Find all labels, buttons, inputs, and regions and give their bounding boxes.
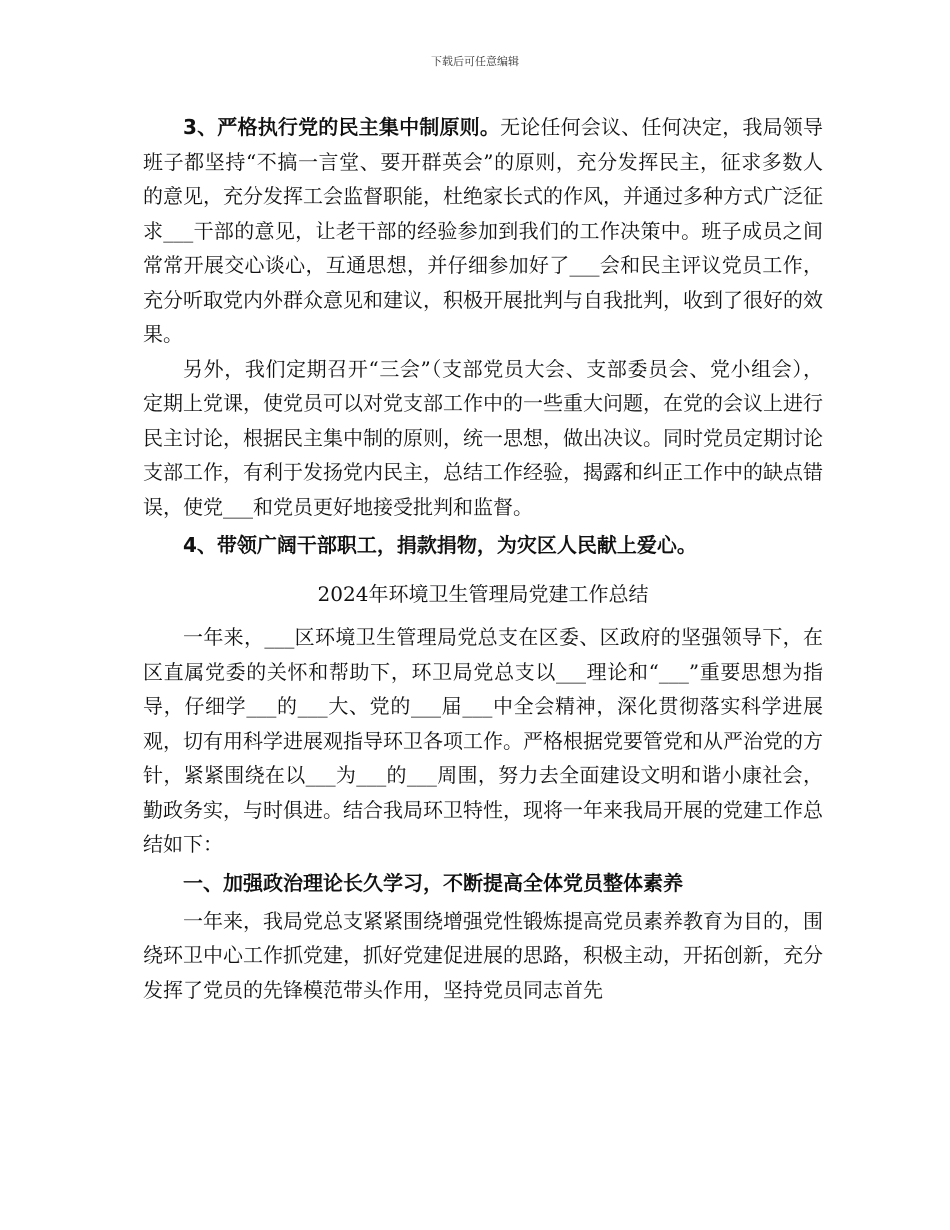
section-1-paragraph: 一年来，我局党总支紧紧围绕增强党性锻炼提高党员素养教育为目的，围绕环卫中心工作抓党建，抓好党建促进展的思路，积极主动，开拓创新，充分发挥了党员的先锋模范带头作用，坚持党员同志首先 — [143, 908, 823, 1002]
section-3-lead: 3、严格执行党的民主集中制原则。 — [183, 115, 501, 139]
section-4-heading: 4、带领广阔干部职工，捐款捐物，为灾区人民献上爱心。 — [183, 533, 697, 557]
document-body — [143, 110, 823, 1007]
document-title: 2024年环境卫生管理局党建工作总结 — [317, 582, 649, 606]
section-1-heading: 一、加强政治理论长久学习，不断提高全体党员整体素养 — [183, 870, 683, 895]
sanhui-paragraph: 另外，我们定期召开“三会”（支部党员大会、支部委员会、党小组会），定期上党课，使党员可以对党支部工作中的一些重大问题，在党的会议上进行民主讨论，根据民主集中制的原则，统一思想，做出决议。同时党员定期讨论支部工作，有利于发扬党内民主，总结工作经验，揭露和纠正工作中的缺点错误，使党___和党员更好地接受批判和监督。 — [143, 356, 823, 519]
section-3-paragraph — [143, 110, 823, 352]
section-3-text: 无论任何会议、任何决定，我局领导班子都坚持“不搞一言堂、要开群英会”的原则，充分发挥民主，征求多数人的意见，充分发挥工会监督职能，杜绝家长式的作风，并通过多种方式广泛征求___干部的意见，让老干部的经验参加到我们的工作决策中。班子成员之间常常开展交心谈心，互通思想，并仔细参加好了___会和民主评议党员工作，充分听取党内外群众意见和建议，积极开展批判与自我批判，收到了很好的效果。 — [143, 115, 824, 346]
header-note: 下载后可任意编辑 — [431, 55, 519, 68]
intro-paragraph: 一年来，___区环境卫生管理局党总支在区委、区政府的坚强领导下，在区直属党委的关怀和帮助下，环卫局党总支以___理论和“___”重要思想为指导，仔细学___的___大、党的___届___中全会精神，深化贯彻落实科学进展观，切有用科学进展观指导环卫各项工作。严格根据党要管党和从严治党的方针，紧紧围绕在以___为___的___周围，努力去全面建设文明和谐小康社会，勤政务实，与时俱进。结合我局环卫特性，现将一年来我局开展的党建工作总结如下： — [143, 625, 823, 856]
